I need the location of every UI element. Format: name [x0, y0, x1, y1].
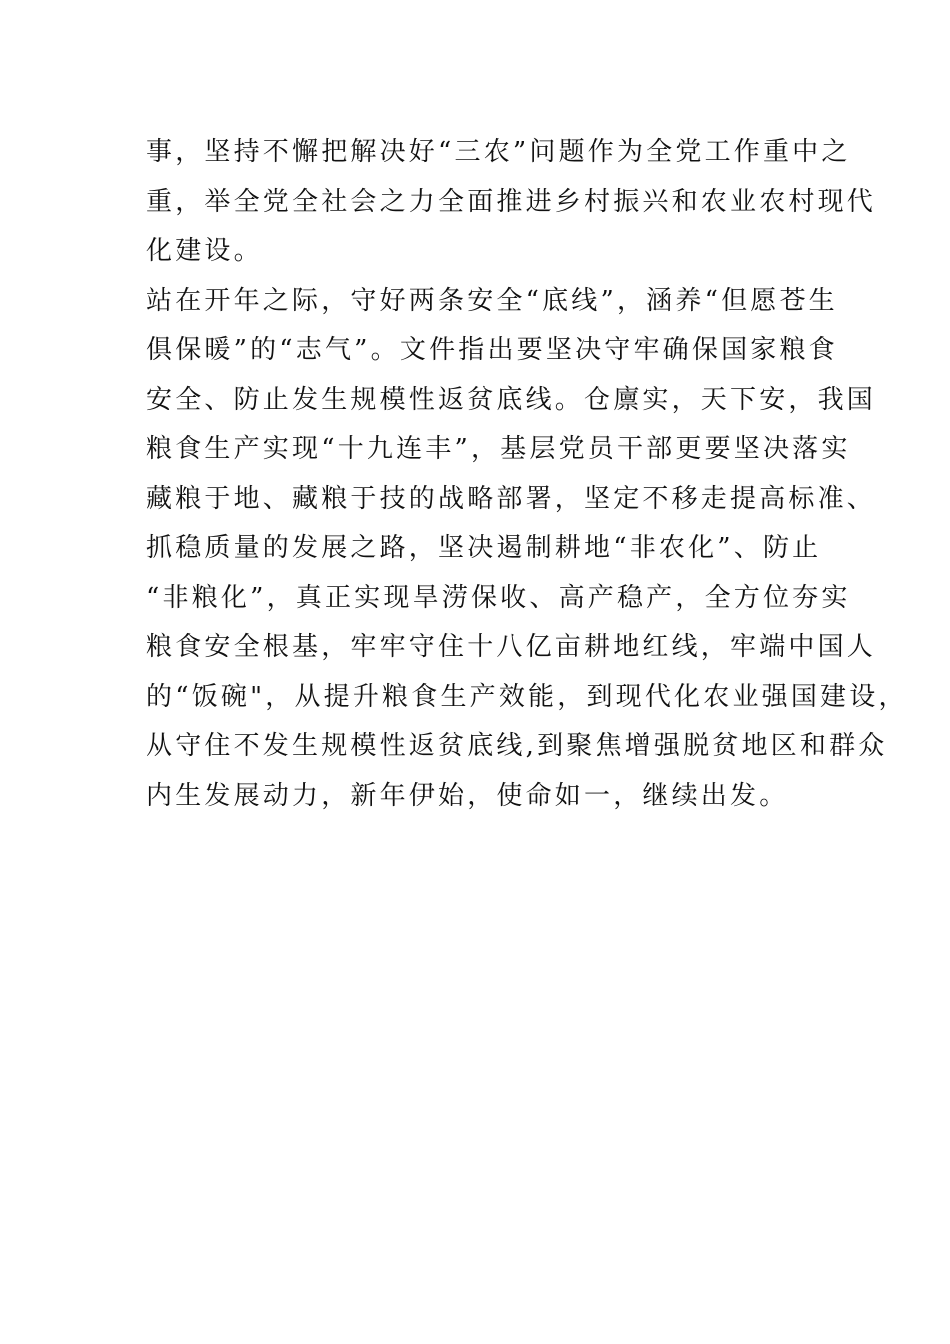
text-line-4: 站在开年之际，守好两条安全“底线”，涵养“但愿苍生: [146, 285, 838, 316]
text-line-13: 从守住不发生规模性返贫底线,到聚焦增强脱贫地区和群众: [146, 731, 888, 761]
text-line-2: 重，举全党全社会之力全面推进乡村振兴和农业农村现代: [146, 186, 877, 217]
text-line-8: 藏粮于地、藏粮于技的战略部署，坚定不移走提高标准、: [146, 483, 877, 514]
text-line-6: 安全、防止发生规模性返贫底线。仓廪实，天下安，我国: [146, 384, 877, 415]
text-line-12: 的“饭碗"，从提升粮食生产效能，到现代化农业强国建设，: [146, 681, 908, 712]
text-line-9: 抓稳质量的发展之路，坚决遏制耕地“非农化”、防止: [146, 533, 822, 563]
body-text: [146, 128, 908, 821]
text-line-3: 化建设。: [146, 236, 263, 266]
text-line-1: 事，坚持不懈把解决好“三农”问题作为全党工作重中之: [146, 137, 851, 167]
text-line-11: 粮食安全根基，牢牢守住十八亿亩耕地红线，牢端中国人: [146, 632, 877, 662]
text-line-14: 内生发展动力，新年伊始，使命如一，继续出发。: [146, 780, 789, 811]
text-line-10: “非粮化”，真正实现旱涝保收、高产稳产，全方位夯实: [146, 582, 851, 613]
text-line-7: 粮食生产实现“十九连丰”，基层党员干部更要坚决落实: [146, 434, 851, 464]
text-line-5: 俱保暖”的“志气”。文件指出要坚决守牢确保国家粮食: [146, 335, 838, 365]
